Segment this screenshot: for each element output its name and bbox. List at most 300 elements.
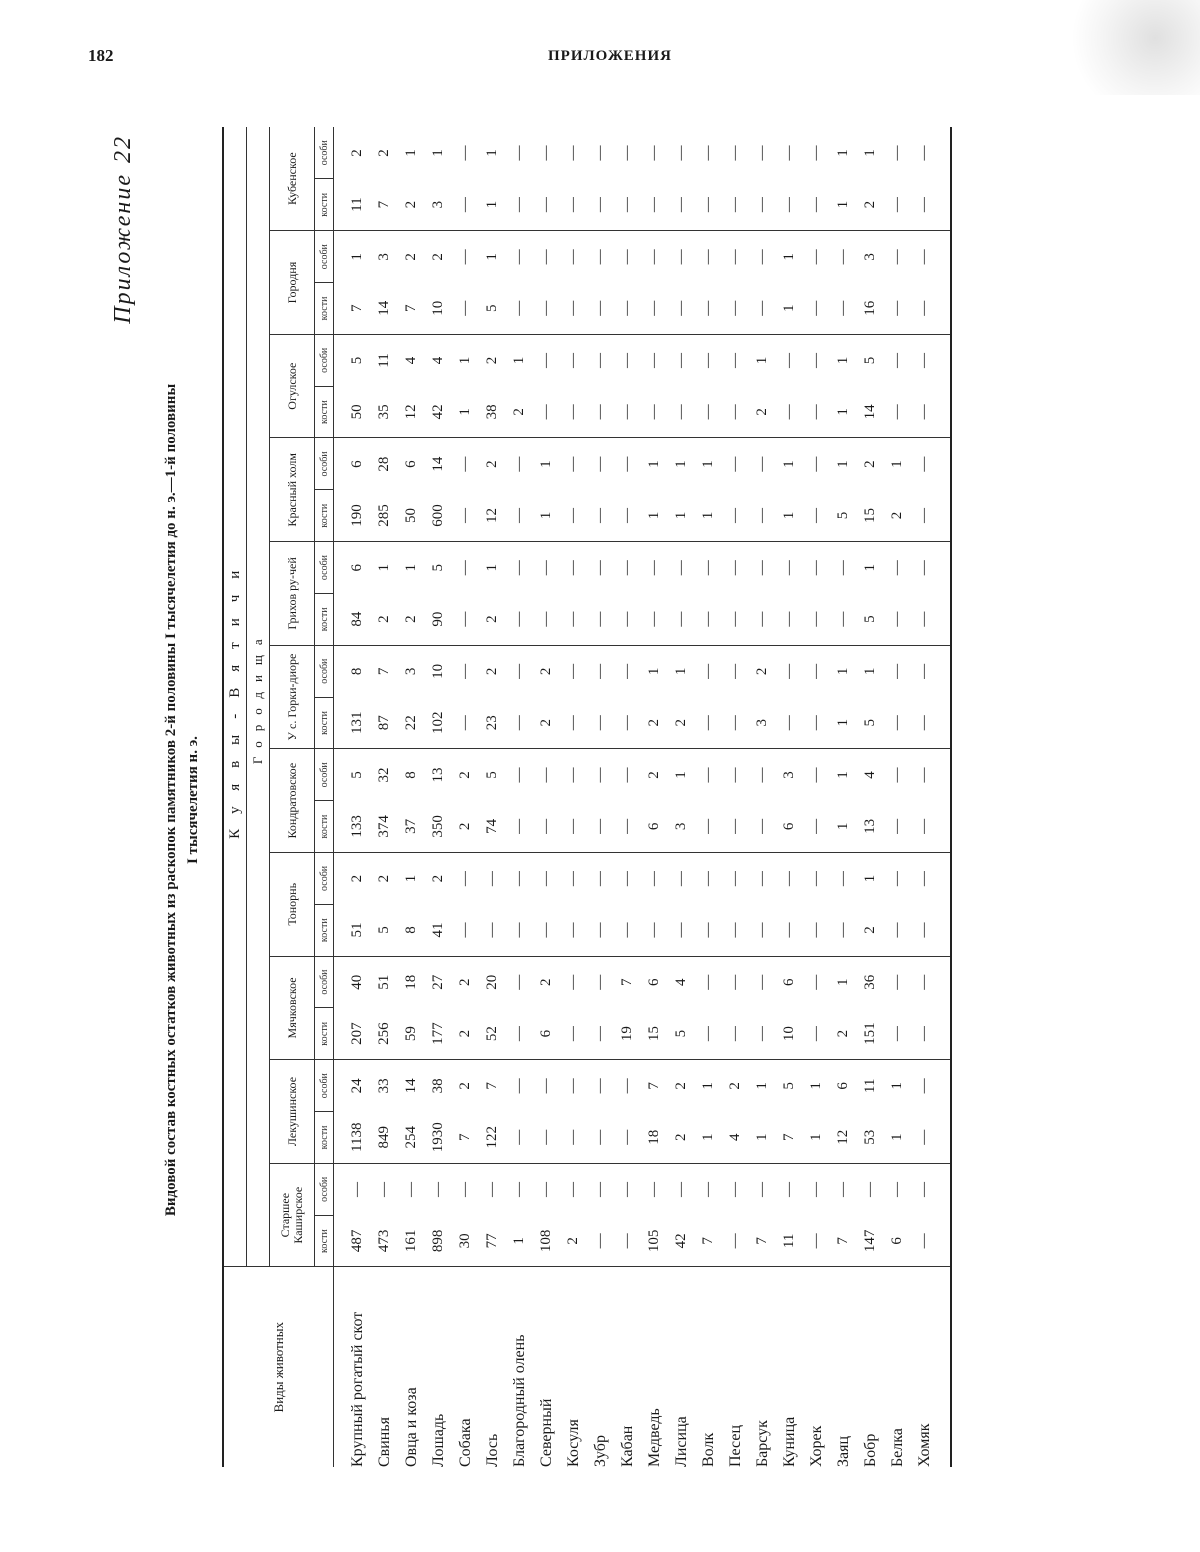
bones-count-cell: — — [668, 904, 695, 956]
individuals-count-cell: 1 — [430, 149, 446, 157]
bones-count-cell: — — [506, 283, 533, 335]
individuals-count-cell: 14 — [403, 1078, 419, 1094]
individuals-count-cell: — — [727, 145, 743, 161]
appendix-word: Приложение — [110, 173, 136, 324]
individuals-count-cell: — — [727, 353, 743, 369]
individuals-count-cell: — — [781, 871, 797, 887]
individuals-subheader: особи — [315, 1163, 334, 1215]
bones-count-cell: — — [803, 490, 830, 542]
individuals-count-cell: — — [484, 1182, 500, 1198]
individuals-count-cell: — — [916, 767, 932, 783]
bones-count-cell: — — [452, 283, 479, 335]
individuals-count-cell: 1 — [700, 460, 716, 468]
individuals-count-cell: 1 — [835, 149, 851, 157]
site-header: Городня — [270, 231, 315, 335]
individuals-count-cell: — — [889, 767, 905, 783]
bones-count-cell: — — [614, 386, 641, 438]
individuals-subheader: особи — [315, 645, 334, 697]
bones-count-cell: — — [911, 593, 951, 645]
bones-count-cell: 131 — [334, 697, 372, 749]
bones-count-cell: 35 — [371, 386, 398, 438]
bones-count-cell: 108 — [533, 1215, 560, 1267]
individuals-count-cell: — — [511, 1078, 527, 1094]
bones-count-cell: — — [911, 697, 951, 749]
bones-count-cell: — — [668, 283, 695, 335]
individuals-count-cell: — — [619, 456, 635, 472]
bones-count-cell: 1 — [749, 1112, 776, 1164]
individuals-count-cell: 1 — [646, 460, 662, 468]
individuals-count-cell: — — [619, 1182, 635, 1198]
bones-count-cell: — — [560, 179, 587, 231]
bones-count-cell: — — [560, 904, 587, 956]
individuals-subheader: особи — [315, 127, 334, 179]
bones-count-cell: — — [641, 179, 668, 231]
individuals-count-cell: — — [754, 767, 770, 783]
site-header-row — [270, 127, 315, 1467]
bones-count-cell: — — [587, 386, 614, 438]
individuals-count-cell: 1 — [862, 667, 878, 676]
bones-count-cell: — — [506, 1112, 533, 1164]
bones-count-cell: — — [695, 179, 722, 231]
bones-count-cell: — — [587, 904, 614, 956]
individuals-count-cell: 6 — [646, 978, 662, 987]
bones-count-cell: — — [695, 386, 722, 438]
individuals-count-cell: — — [484, 871, 500, 887]
individuals-count-cell: — — [457, 1182, 473, 1198]
individuals-count-cell: — — [700, 560, 716, 576]
bones-count-cell: — — [533, 801, 560, 853]
individuals-count-cell: — — [565, 1182, 581, 1198]
individuals-count-cell: 2 — [376, 874, 392, 883]
bones-count-cell: — — [722, 490, 749, 542]
bones-count-cell: — — [452, 593, 479, 645]
bones-count-cell: 2 — [857, 179, 884, 231]
individuals-count-cell: — — [538, 1182, 554, 1198]
individuals-count-cell: — — [457, 249, 473, 265]
individuals-count-cell: — — [619, 767, 635, 783]
individuals-count-cell: — — [727, 767, 743, 783]
bones-count-cell: — — [695, 283, 722, 335]
bones-count-cell: 15 — [857, 490, 884, 542]
individuals-count-cell: — — [538, 353, 554, 369]
bones-count-cell: — — [911, 490, 951, 542]
bones-count-cell: — — [614, 801, 641, 853]
individuals-count-cell: — — [781, 145, 797, 161]
individuals-count-cell: 1 — [835, 978, 851, 987]
bones-subheader: кости — [315, 1112, 334, 1164]
individuals-count-cell: — — [700, 249, 716, 265]
individuals-count-cell: 5 — [484, 771, 500, 779]
bones-count-cell: 42 — [668, 1215, 695, 1267]
individuals-count-cell: — — [727, 560, 743, 576]
animal-name: Белка — [884, 1267, 911, 1467]
bones-count-cell: — — [911, 904, 951, 956]
individuals-count-cell: 5 — [781, 1082, 797, 1090]
individuals-count-cell: 10 — [430, 663, 446, 679]
bones-count-cell: — — [560, 1112, 587, 1164]
bones-count-cell: 90 — [425, 593, 452, 645]
bones-subheader: кости — [315, 697, 334, 749]
individuals-count-cell: 3 — [862, 253, 878, 261]
individuals-count-cell: — — [808, 663, 824, 679]
individuals-count-cell: — — [700, 767, 716, 783]
individuals-count-cell: — — [538, 767, 554, 783]
table-row — [506, 127, 533, 1467]
individuals-count-cell: 1 — [538, 460, 554, 468]
individuals-count-cell: — — [781, 1182, 797, 1198]
bones-count-cell: 2 — [398, 593, 425, 645]
site-header: У с. Горки-диоре — [270, 645, 315, 749]
bones-count-cell: 2 — [749, 386, 776, 438]
animal-name: Собака — [452, 1267, 479, 1467]
animal-name: Лось — [479, 1267, 506, 1467]
individuals-count-cell: 5 — [349, 356, 365, 365]
individuals-count-cell: 1 — [781, 460, 797, 468]
animal-name: Хорек — [803, 1267, 830, 1467]
individuals-count-cell: 6 — [781, 978, 797, 987]
individuals-count-cell: 3 — [376, 253, 392, 261]
bones-count-cell: — — [533, 179, 560, 231]
individuals-count-cell: — — [565, 456, 581, 472]
bones-subheader: кости — [315, 490, 334, 542]
bones-count-cell: — — [830, 283, 857, 335]
bones-count-cell: — — [641, 593, 668, 645]
individuals-count-cell: — — [511, 974, 527, 990]
bones-count-cell: 7 — [830, 1215, 857, 1267]
bones-count-cell: — — [803, 386, 830, 438]
individuals-count-cell: — — [592, 456, 608, 472]
individuals-count-cell: — — [511, 249, 527, 265]
running-head: ПРИЛОЖЕНИЯ — [548, 48, 672, 64]
individuals-count-cell: — — [592, 1078, 608, 1094]
animal-name: Косуля — [560, 1267, 587, 1467]
individuals-count-cell: — — [727, 1182, 743, 1198]
bones-subheader: кости — [315, 1008, 334, 1060]
bones-count-cell: — — [695, 1008, 722, 1060]
sub-header-row — [315, 127, 334, 1467]
animal-column-header: Виды животных — [223, 1267, 334, 1467]
individuals-count-cell: — — [727, 871, 743, 887]
bones-count-cell: 38 — [479, 386, 506, 438]
individuals-count-cell: — — [592, 145, 608, 161]
bones-count-cell: 285 — [371, 490, 398, 542]
individuals-count-cell: 2 — [538, 667, 554, 676]
bones-count-cell: 7 — [398, 283, 425, 335]
individuals-count-cell: — — [457, 145, 473, 161]
bones-count-cell: 256 — [371, 1008, 398, 1060]
appendix-label — [110, 135, 137, 324]
bones-count-cell: — — [830, 904, 857, 956]
bones-count-cell: — — [803, 801, 830, 853]
individuals-count-cell: — — [349, 1182, 365, 1198]
individuals-count-cell: — — [646, 1182, 662, 1198]
individuals-count-cell: 2 — [538, 978, 554, 987]
individuals-count-cell: — — [646, 560, 662, 576]
table-row — [830, 127, 857, 1467]
bones-count-cell: — — [749, 490, 776, 542]
individuals-count-cell: — — [592, 663, 608, 679]
bones-count-cell: 161 — [398, 1215, 425, 1267]
bones-count-cell: 2 — [452, 801, 479, 853]
individuals-count-cell: — — [673, 871, 689, 887]
individuals-count-cell: 4 — [673, 978, 689, 987]
individuals-count-cell: 4 — [430, 356, 446, 365]
individuals-count-cell: 32 — [376, 767, 392, 783]
bones-count-cell: — — [803, 697, 830, 749]
site-header: Старшее Каширское — [270, 1163, 315, 1267]
individuals-count-cell: — — [565, 974, 581, 990]
bones-subheader: кости — [315, 1215, 334, 1267]
bones-count-cell: — — [911, 179, 951, 231]
individuals-count-cell: — — [430, 1182, 446, 1198]
individuals-count-cell: 2 — [457, 978, 473, 987]
individuals-count-cell: 33 — [376, 1078, 392, 1094]
individuals-count-cell: — — [916, 560, 932, 576]
bones-count-cell: 1 — [776, 283, 803, 335]
site-header: Тонорнь — [270, 852, 315, 956]
site-header: Кубенское — [270, 127, 315, 231]
individuals-count-cell: — — [619, 353, 635, 369]
individuals-count-cell: 6 — [403, 460, 419, 468]
animal-name: Свинья — [371, 1267, 398, 1467]
bones-count-cell: 5 — [857, 697, 884, 749]
bones-count-cell: — — [587, 1112, 614, 1164]
individuals-count-cell: 2 — [403, 253, 419, 261]
individuals-count-cell: — — [916, 353, 932, 369]
bones-count-cell: 1 — [830, 801, 857, 853]
rotated-content — [110, 105, 1120, 1495]
bones-count-cell: 2 — [560, 1215, 587, 1267]
bones-count-cell: 14 — [371, 283, 398, 335]
bones-count-cell: 2 — [830, 1008, 857, 1060]
bones-subheader: кости — [315, 283, 334, 335]
bones-count-cell: 15 — [641, 1008, 668, 1060]
bones-count-cell: — — [803, 179, 830, 231]
individuals-count-cell: — — [565, 871, 581, 887]
bones-count-cell: — — [614, 697, 641, 749]
bones-count-cell: — — [587, 283, 614, 335]
individuals-count-cell: — — [889, 249, 905, 265]
animal-name: Овца и коза — [398, 1267, 425, 1467]
individuals-count-cell: — — [754, 871, 770, 887]
animal-name: Песец — [722, 1267, 749, 1467]
individuals-count-cell: — — [673, 1182, 689, 1198]
individuals-count-cell: 2 — [457, 1082, 473, 1090]
bones-count-cell: — — [722, 1008, 749, 1060]
individuals-count-cell: 13 — [430, 767, 446, 783]
bones-count-cell: 374 — [371, 801, 398, 853]
individuals-count-cell: 6 — [349, 564, 365, 572]
individuals-count-cell: — — [754, 456, 770, 472]
bones-count-cell: 1 — [830, 179, 857, 231]
bones-count-cell: — — [614, 283, 641, 335]
bones-count-cell: 7 — [452, 1112, 479, 1164]
individuals-count-cell: 1 — [835, 460, 851, 468]
bones-count-cell: — — [479, 904, 506, 956]
individuals-count-cell: — — [700, 353, 716, 369]
animal-name: Волк — [695, 1267, 722, 1467]
bones-count-cell: — — [776, 386, 803, 438]
bones-count-cell: 3 — [668, 801, 695, 853]
individuals-count-cell: 1 — [484, 253, 500, 261]
bones-count-cell: — — [749, 1008, 776, 1060]
bones-count-cell: — — [506, 490, 533, 542]
bones-count-cell: — — [830, 593, 857, 645]
individuals-count-cell: — — [538, 145, 554, 161]
individuals-count-cell: — — [835, 871, 851, 887]
individuals-count-cell: — — [457, 456, 473, 472]
individuals-count-cell: — — [646, 145, 662, 161]
bones-count-cell: — — [884, 283, 911, 335]
bones-count-cell: — — [560, 593, 587, 645]
table-row — [884, 127, 911, 1467]
table-row — [614, 127, 641, 1467]
table-row — [695, 127, 722, 1467]
bones-count-cell: 77 — [479, 1215, 506, 1267]
individuals-count-cell: 5 — [349, 771, 365, 779]
individuals-count-cell: — — [403, 1182, 419, 1198]
individuals-count-cell: 1 — [403, 149, 419, 157]
bones-count-cell: — — [695, 904, 722, 956]
individuals-count-cell: — — [700, 871, 716, 887]
individuals-count-cell: — — [673, 353, 689, 369]
individuals-count-cell: 11 — [376, 353, 392, 368]
individuals-count-cell: 1 — [349, 253, 365, 261]
table-row — [722, 127, 749, 1467]
individuals-count-cell: — — [511, 871, 527, 887]
table-row — [776, 127, 803, 1467]
bones-count-cell: 22 — [398, 697, 425, 749]
individuals-count-cell: 1 — [457, 356, 473, 365]
bones-count-cell: 2 — [533, 697, 560, 749]
bones-count-cell: — — [560, 697, 587, 749]
bones-count-cell: 12 — [398, 386, 425, 438]
individuals-count-cell: — — [808, 974, 824, 990]
table-row — [911, 127, 951, 1467]
bones-count-cell: 133 — [334, 801, 372, 853]
individuals-count-cell: 8 — [403, 771, 419, 779]
table-row — [533, 127, 560, 1467]
bones-count-cell: — — [722, 386, 749, 438]
individuals-count-cell: — — [727, 456, 743, 472]
individuals-count-cell: — — [889, 974, 905, 990]
bones-count-cell: — — [452, 904, 479, 956]
bones-count-cell: 37 — [398, 801, 425, 853]
scan-speckle — [1050, 0, 1200, 95]
table-row — [560, 127, 587, 1467]
individuals-count-cell: — — [727, 663, 743, 679]
individuals-count-cell: 2 — [862, 460, 878, 468]
individuals-subheader: особи — [315, 956, 334, 1008]
bones-count-cell: — — [803, 593, 830, 645]
page-number: 182 — [88, 46, 114, 65]
bones-count-cell: — — [506, 801, 533, 853]
bones-count-cell: 147 — [857, 1215, 884, 1267]
bones-count-cell: 1 — [695, 490, 722, 542]
bones-count-cell: 1 — [830, 386, 857, 438]
table-row — [334, 127, 372, 1467]
individuals-count-cell: — — [538, 871, 554, 887]
bones-count-cell: — — [614, 179, 641, 231]
animal-name: Северный — [533, 1267, 560, 1467]
bones-count-cell: 122 — [479, 1112, 506, 1164]
bones-count-cell: — — [587, 1008, 614, 1060]
individuals-count-cell: — — [808, 249, 824, 265]
individuals-count-cell: 1 — [673, 460, 689, 468]
individuals-count-cell: 5 — [430, 564, 446, 572]
individuals-count-cell: — — [700, 145, 716, 161]
individuals-count-cell: — — [538, 1078, 554, 1094]
individuals-count-cell: 1 — [754, 356, 770, 365]
individuals-count-cell: 5 — [862, 356, 878, 365]
bones-count-cell: — — [560, 283, 587, 335]
individuals-count-cell: 18 — [403, 974, 419, 990]
individuals-count-cell: — — [835, 1182, 851, 1198]
individuals-count-cell: — — [916, 663, 932, 679]
animal-name: Благородный олень — [506, 1267, 533, 1467]
bones-count-cell: 473 — [371, 1215, 398, 1267]
bones-count-cell: 16 — [857, 283, 884, 335]
individuals-count-cell: — — [808, 353, 824, 369]
bones-count-cell: 898 — [425, 1215, 452, 1267]
individuals-count-cell: — — [511, 1182, 527, 1198]
individuals-count-cell: — — [889, 1182, 905, 1198]
bones-count-cell: — — [884, 593, 911, 645]
individuals-count-cell: 1 — [511, 356, 527, 365]
individuals-count-cell: — — [781, 560, 797, 576]
bones-count-cell: 2 — [371, 593, 398, 645]
bones-count-cell: 19 — [614, 1008, 641, 1060]
bones-count-cell: 59 — [398, 1008, 425, 1060]
bones-count-cell: — — [749, 593, 776, 645]
bones-count-cell: — — [614, 904, 641, 956]
individuals-count-cell: 1 — [889, 460, 905, 468]
bones-count-cell: 11 — [776, 1215, 803, 1267]
bones-count-cell: — — [587, 697, 614, 749]
individuals-count-cell: 4 — [403, 356, 419, 365]
bones-count-cell: — — [506, 1008, 533, 1060]
site-header: Огулское — [270, 334, 315, 438]
individuals-count-cell: — — [835, 560, 851, 576]
bones-count-cell: 11 — [334, 179, 372, 231]
individuals-subheader: особи — [315, 852, 334, 904]
individuals-count-cell: — — [511, 767, 527, 783]
individuals-count-cell: — — [619, 560, 635, 576]
individuals-count-cell: 2 — [673, 1082, 689, 1090]
bones-count-cell: 1 — [695, 1112, 722, 1164]
individuals-count-cell: — — [511, 663, 527, 679]
table-caption-line1: Видовой состав костных остатков животных из раскопок памятников 2-й половины I тысячелетия до н. э.—1-й половины — [163, 383, 179, 1217]
bones-count-cell: 84 — [334, 593, 372, 645]
individuals-count-cell: — — [538, 249, 554, 265]
individuals-count-cell: — — [646, 249, 662, 265]
bones-count-cell: 3 — [749, 697, 776, 749]
bones-count-cell: — — [506, 593, 533, 645]
individuals-subheader: особи — [315, 542, 334, 594]
bones-count-cell: — — [803, 283, 830, 335]
bones-count-cell: 1 — [884, 1112, 911, 1164]
individuals-count-cell: — — [889, 871, 905, 887]
individuals-count-cell: — — [916, 145, 932, 161]
bones-count-cell: — — [722, 1215, 749, 1267]
animal-name: Барсук — [749, 1267, 776, 1467]
individuals-subheader: особи — [315, 231, 334, 283]
individuals-count-cell: 7 — [484, 1082, 500, 1090]
bones-count-cell: 87 — [371, 697, 398, 749]
bones-count-cell: 1 — [668, 490, 695, 542]
individuals-count-cell: — — [565, 249, 581, 265]
individuals-count-cell: — — [727, 249, 743, 265]
